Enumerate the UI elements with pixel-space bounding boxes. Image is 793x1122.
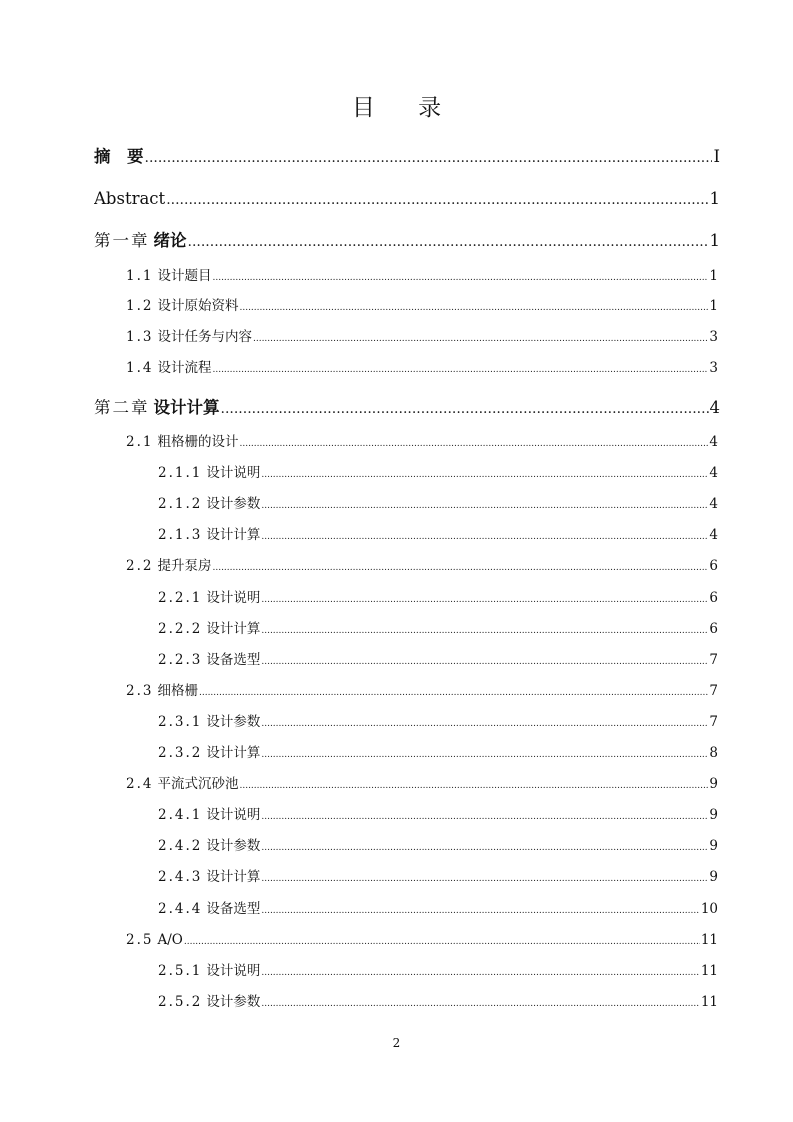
toc-entry-title [94,228,187,254]
toc-entry-page: 10 [700,901,718,917]
toc-entry-number: 1.4 [126,360,154,376]
toc-entry-page: 7 [709,683,718,699]
toc-entry-page: 3 [709,329,718,345]
toc-entry-page: 9 [709,807,718,823]
page-number: 2 [392,1036,401,1050]
toc-entry-number: 2.2 [126,558,154,574]
toc-entry-number: 2.4 [126,776,154,792]
toc-entry-number: 2.5 [126,932,154,948]
toc-entry-label: 设计题目 [157,268,212,284]
toc-entry-title [158,462,260,484]
toc-entry-number: 2.3 [126,683,154,699]
toc-entry-number: 2.1.1 [158,465,203,481]
toc-entry-page: 3 [709,360,718,376]
toc-entry-number: 2.3.2 [158,745,203,761]
toc-entry-title [158,493,260,515]
toc-entry-page: 9 [709,776,718,792]
toc-entry-page: 11 [700,994,718,1010]
toc-entry[interactable] [158,835,718,857]
toc-leader-dots [145,145,713,170]
toc-leader-dots [261,837,708,857]
toc-entry-number: 1.1 [126,268,154,284]
toc-leader-dots [253,328,708,348]
toc-entry-title [126,295,238,317]
toc-entry-number: 2.3.1 [158,714,203,730]
toc-entry[interactable] [94,228,720,254]
toc-leader-dots [261,620,708,640]
toc-entry[interactable] [126,295,718,317]
toc-entry-label: 设备选型 [206,901,261,917]
toc-entry-title [126,773,238,795]
toc-entry-number: 2.1.2 [158,496,203,512]
toc-entry-page: 6 [709,621,718,637]
toc-leader-dots [184,931,700,951]
toc-entry-page: 6 [709,558,718,574]
toc-entry-number: 2.5.1 [158,963,203,979]
toc-entry-label: 粗格栅的设计 [157,434,239,450]
toc-entry-title [126,326,252,348]
toc-entry-title [158,835,260,857]
toc-entry-page: 6 [709,590,718,606]
toc-entry[interactable] [158,524,718,546]
toc-entry-label: 平流式沉砂池 [157,776,239,792]
toc-entry-page: 4 [709,465,718,481]
toc-leader-dots [261,713,708,733]
toc-entry-number: 第一章 [94,231,150,250]
toc-entry-label: 设计原始资料 [157,298,239,314]
toc-entry[interactable] [126,265,718,287]
toc-entry[interactable] [158,866,718,888]
toc-entry[interactable] [158,991,718,1013]
toc-leader-dots [261,464,708,484]
toc-entry-title [158,524,260,546]
toc-entry[interactable] [126,929,718,951]
toc-entry-number: 2.4.2 [158,838,203,854]
toc-entry-page: 1 [709,298,718,314]
toc-leader-dots [199,682,708,702]
toc-leader-dots [261,744,708,764]
toc-entry[interactable] [158,649,718,671]
toc-entry-title [158,991,260,1013]
toc-leader-dots [261,993,699,1013]
toc-entry[interactable] [158,462,718,484]
toc-entry-number: 2.4.4 [158,901,203,917]
toc-entry[interactable] [158,587,718,609]
toc-entry-number: 2.2.3 [158,652,203,668]
toc-entry-title [126,680,198,702]
toc-entry-title [158,618,260,640]
toc-entry[interactable] [94,395,720,421]
toc-entry-number: 2.5.2 [158,994,203,1010]
toc-entry-label: Abstract [94,189,166,208]
toc-entry-title [126,357,211,379]
toc-entry-title [158,649,260,671]
toc-entry-label: 细格栅 [157,683,198,699]
toc-entry-label: 设计参数 [206,714,261,730]
toc-entry[interactable] [158,960,718,982]
toc-leader-dots [239,433,708,453]
toc-entry-label: 设计说明 [206,465,261,481]
toc-leader-dots [239,775,708,795]
toc-leader-dots [212,557,708,577]
toc-entry-title [126,555,211,577]
toc-entry-page: 1 [709,268,718,284]
toc-entry-page: 7 [709,652,718,668]
toc-entry-label: 摘 要 [94,147,144,166]
toc-entry-label: 设计说明 [206,590,261,606]
toc-entry-title [158,587,260,609]
toc-entry-number: 1.3 [126,329,154,345]
toc-entry-label: 设计计算 [206,621,261,637]
toc-entry-label: 设计计算 [153,398,220,417]
toc-entry-page: 11 [700,963,718,979]
toc-entry[interactable] [94,186,720,212]
toc-entry-number: 2.2.1 [158,590,203,606]
toc-entry-label: 提升泵房 [157,558,212,574]
toc-leader-dots [261,526,708,546]
toc-leader-dots [166,187,708,212]
toc-entry-title [158,960,260,982]
toc-leader-dots [261,589,708,609]
toc-entry-title [158,742,260,764]
toc-entry-title [158,711,260,733]
toc-entry-title [94,186,165,212]
toc-entry-label: 绪论 [153,231,187,250]
toc-entry[interactable] [126,431,718,453]
toc-entry-page: 7 [709,714,718,730]
toc-entry-label: 设计计算 [206,527,261,543]
toc-entry-page: 9 [709,838,718,854]
toc-entry-page: 1 [709,231,720,250]
page-title: 目 录 [351,95,460,121]
toc-entry[interactable] [126,326,718,348]
toc-leader-dots [261,962,699,982]
toc-entry-label: 设计参数 [206,838,261,854]
toc-entry-title [94,144,144,170]
toc-entry-page: 9 [709,869,718,885]
toc-entry-label: 设计参数 [206,496,261,512]
toc-leader-dots [212,267,708,287]
toc-entry-page: 4 [709,527,718,543]
toc-entry-number: 2.1 [126,434,154,450]
toc-entry-title [94,395,220,421]
toc-entry-number: 2.2.2 [158,621,203,637]
toc-leader-dots [261,495,708,515]
toc-entry-page: I [713,147,720,166]
toc-entry-label: 设计计算 [206,869,261,885]
toc-entry-number: 2.4.3 [158,869,203,885]
toc-entry-title [126,431,238,453]
toc-entry-label: 设计计算 [206,745,261,761]
toc-entry-title [158,898,260,920]
toc-entry-label: 设计流程 [157,360,212,376]
toc-entry-number: 第二章 [94,398,150,417]
toc-entry[interactable] [158,711,718,733]
toc-entry[interactable] [158,742,718,764]
toc-entry-label: 设计说明 [206,963,261,979]
toc-entry-label: 设备选型 [206,652,261,668]
toc-entry-page: 1 [709,189,720,208]
toc-entry[interactable] [158,898,718,920]
toc-entry-page: 4 [709,434,718,450]
toc-entry[interactable] [158,618,718,640]
toc-entry-label: A/O [157,932,183,948]
toc-entry-page: 4 [709,496,718,512]
toc-entry-page: 8 [709,745,718,761]
toc-entry[interactable] [126,680,718,702]
toc-entry[interactable] [158,493,718,515]
toc-entry-number: 2.4.1 [158,807,203,823]
toc-entry-number: 1.2 [126,298,154,314]
toc-entry[interactable] [158,804,718,826]
toc-entry-label: 设计说明 [206,807,261,823]
toc-leader-dots [261,900,699,920]
toc-entry-title [126,929,183,951]
toc-entry-title [158,804,260,826]
toc-entry-label: 设计任务与内容 [157,329,252,345]
toc-leader-dots [261,868,708,888]
toc-leader-dots [188,229,709,254]
toc-entry[interactable] [126,555,718,577]
toc-entry[interactable] [94,144,720,170]
toc-entry[interactable] [126,357,718,379]
toc-entry-page: 4 [709,398,720,417]
toc-entry-title [126,265,211,287]
toc-leader-dots [239,297,708,317]
toc-entry-title [158,866,260,888]
toc-entry-page: 11 [700,932,718,948]
toc-leader-dots [261,806,708,826]
toc-entry-label: 设计参数 [206,994,261,1010]
toc-leader-dots [212,359,708,379]
toc-leader-dots [261,651,708,671]
toc-entry-number: 2.1.3 [158,527,203,543]
toc-leader-dots [221,396,709,421]
toc-entry[interactable] [126,773,718,795]
